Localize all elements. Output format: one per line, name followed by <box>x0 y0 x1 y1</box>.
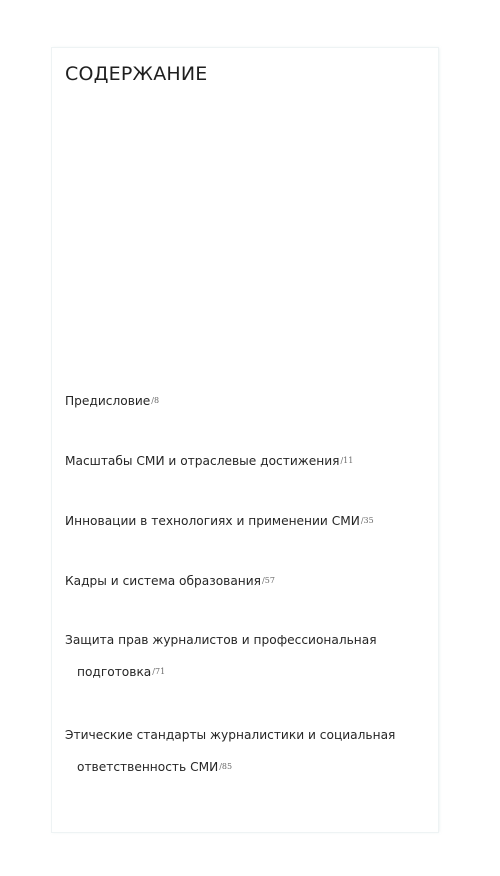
toc-entry-media-scale[interactable] <box>65 448 405 474</box>
toc-entry-page-number: /71 <box>152 667 166 676</box>
toc-entry-line-continued <box>65 754 405 780</box>
toc-entry-journalist-rights[interactable] <box>65 628 405 685</box>
toc-entry-ethics[interactable] <box>65 723 405 780</box>
toc-entry-page-number: /11 <box>340 456 354 465</box>
toc-entry-line <box>65 448 405 474</box>
table-of-contents <box>65 388 405 780</box>
page-title: СОДЕРЖАНИЕ <box>65 63 208 85</box>
toc-entry-line-continued <box>65 659 405 685</box>
toc-entry-title-continued: подготовка <box>77 665 152 679</box>
toc-entry-title: Кадры и система образования <box>65 574 262 588</box>
toc-entry-page-number: /8 <box>151 396 160 405</box>
toc-entry-preface[interactable] <box>65 388 405 414</box>
toc-entry-line <box>65 568 405 594</box>
toc-entry-line <box>65 388 405 414</box>
toc-entry-title: Масштабы СМИ и отраслевые достижения <box>65 454 340 468</box>
toc-entry-page-number: /35 <box>360 516 374 525</box>
toc-entry-page-number: /85 <box>219 762 233 771</box>
toc-entry-line <box>65 508 405 534</box>
toc-entry-line: Этические стандарты журналистики и социальная <box>65 728 396 742</box>
toc-entry-personnel[interactable] <box>65 568 405 594</box>
toc-entry-page-number: /57 <box>262 576 275 585</box>
toc-entry-title: Предисловие <box>65 394 151 408</box>
toc-entry-title: Инновации в технологиях и применении СМИ <box>65 514 360 528</box>
toc-entry-innovations[interactable] <box>65 508 405 534</box>
toc-entry-line: Защита прав журналистов и профессиональная <box>65 633 377 647</box>
toc-entry-title-continued: ответственность СМИ <box>77 760 219 774</box>
